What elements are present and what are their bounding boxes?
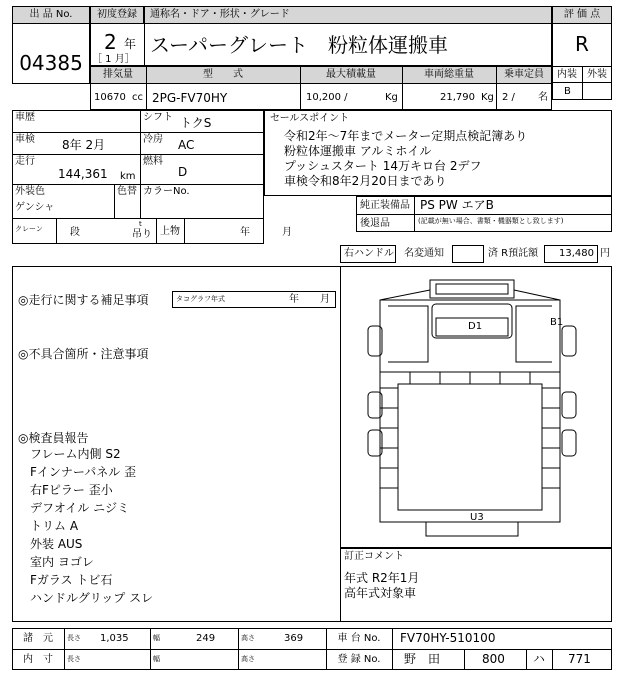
plate-label: 登 録 No. xyxy=(337,654,381,665)
correction-line: 年式 R2年1月 xyxy=(344,571,420,585)
capacity-label: 乗車定員 xyxy=(504,69,544,80)
reg-year: 2 xyxy=(104,30,117,54)
inspector-line: トリム A xyxy=(30,519,79,533)
score: R xyxy=(575,32,589,56)
fuel-label: 燃料 xyxy=(143,156,163,167)
plate-kana: ハ xyxy=(533,652,546,666)
footer-col-2 xyxy=(150,628,151,670)
correction-line: 高年式対象車 xyxy=(344,586,417,600)
exterior-label: 外装 xyxy=(587,69,607,80)
inspector-line: ハンドルグリップ スレ xyxy=(30,591,154,605)
color-no-label: 色替 xyxy=(117,186,137,197)
inspector-line: フレーム内側 S2 xyxy=(30,447,121,461)
sales-point-line: 粉粒体運搬車 アルミホイル xyxy=(284,144,432,158)
grade-row-divider xyxy=(552,82,612,83)
det-col-2 xyxy=(114,184,115,218)
inspector-line: 室内 ヨゴレ xyxy=(30,555,94,569)
name-label: 通称名・ドア・形状・グレード xyxy=(150,9,290,20)
defect-label: ◎不具合箇所・注意事項 xyxy=(18,347,149,361)
equipment-divider xyxy=(356,214,612,215)
chassis-label: 車 台 No. xyxy=(337,633,381,644)
max-load-unit: Kg xyxy=(385,92,398,103)
inspector-line: 右Fピラー 歪小 xyxy=(30,483,113,497)
gross-weight-unit: Kg xyxy=(481,92,494,103)
plate-col-1 xyxy=(464,649,465,670)
lot-no: 04385 xyxy=(19,51,83,75)
dims-label: 諸 元 xyxy=(23,633,53,644)
genuine-label: 純正装備品 xyxy=(360,200,410,211)
displacement-unit: cc xyxy=(132,92,143,103)
damage-mark: B1 xyxy=(550,317,564,328)
year-unit: 年 xyxy=(124,37,137,51)
ac-label: 冷房 xyxy=(143,134,163,145)
title-divider xyxy=(144,24,145,66)
sales-points-label: セールスポイント xyxy=(270,113,350,124)
capacity: 2 / xyxy=(502,92,515,103)
height-label: 高さ xyxy=(241,634,255,642)
inner-label: 内 寸 xyxy=(23,654,53,665)
inspector-line: 外装 AUS xyxy=(30,537,83,551)
ac: AC xyxy=(178,138,195,152)
color-label: 外装色 xyxy=(15,186,45,197)
aftermarket-label: 後退品 xyxy=(360,218,390,229)
width-label: 幅 xyxy=(153,655,160,663)
details-box xyxy=(12,110,264,244)
gross-weight-label: 車両総重量 xyxy=(424,69,474,80)
length: 1,035 xyxy=(100,633,129,644)
inspection: 8年 2月 xyxy=(62,138,106,152)
first-reg-label: 初度登録 xyxy=(97,9,137,20)
correction-label: 訂正コメント xyxy=(344,551,404,562)
displacement-label: 排気量 xyxy=(103,69,133,80)
score-label: 評 価 点 xyxy=(563,9,601,20)
footer-col-1 xyxy=(64,628,65,670)
inspector-line: Fインナーパネル 歪 xyxy=(30,465,137,479)
crane-mount-label: 上物 xyxy=(160,226,180,237)
height: 369 xyxy=(284,633,304,644)
model-title: スーパーグレート 粉粒体運搬車 xyxy=(150,33,448,57)
det-row-3 xyxy=(12,184,264,185)
history-label: 車歴 xyxy=(15,112,35,123)
gross-weight: 21,790 xyxy=(440,92,475,103)
width: 249 xyxy=(196,633,216,644)
crane-capacity-unit: 吊り xyxy=(132,229,152,240)
plate-col-2 xyxy=(526,649,527,670)
length-label: 長さ xyxy=(67,655,81,663)
shift: トクS xyxy=(180,116,212,130)
change-notice-box xyxy=(452,245,484,263)
crane-month: 月 xyxy=(282,227,292,238)
det-row-1 xyxy=(12,132,264,133)
interior-label: 内装 xyxy=(557,69,577,80)
sales-point-line: 車検令和8年2月20日まであり xyxy=(284,174,447,188)
max-load: 10,200 / xyxy=(306,92,348,103)
height-label: 高さ xyxy=(241,655,255,663)
mileage: 144,361 xyxy=(58,167,108,181)
crane-year: 年 xyxy=(240,227,250,238)
driving-label: ◎走行に関する補足事項 xyxy=(18,293,149,307)
capacity-unit: 名 xyxy=(538,92,548,103)
crane-label: クレーン xyxy=(15,225,43,233)
damage-mark: U3 xyxy=(470,512,484,523)
equipment-col xyxy=(414,196,415,232)
width-label: 幅 xyxy=(153,634,160,642)
det-row-4 xyxy=(12,218,264,219)
plate-col-3 xyxy=(552,649,553,670)
inspection-label: 車検 xyxy=(15,134,35,145)
det-row-2 xyxy=(12,154,264,155)
crane-div-3 xyxy=(184,218,185,244)
length-label: 長さ xyxy=(67,634,81,642)
recycle-unit: 円 xyxy=(600,248,610,259)
change-notice-label: 名変通知 xyxy=(404,248,444,259)
inspector-line: デフオイル ニジミ xyxy=(30,501,130,515)
plate-area: 野 田 xyxy=(404,652,441,666)
diagram-box xyxy=(340,266,612,548)
chassis: FV70HY-510100 xyxy=(400,631,496,645)
genuine: PS PW エアB xyxy=(420,198,494,212)
interior-grade: B xyxy=(564,86,571,97)
tacho-year: 年 xyxy=(289,294,299,305)
max-load-label: 最大積載量 xyxy=(326,69,376,80)
displacement: 10670 xyxy=(94,92,126,103)
mileage-unit: km xyxy=(120,171,136,182)
reg-month: ［ 1 月］ xyxy=(92,54,135,65)
footer-col-5 xyxy=(392,628,393,670)
tacho-label: タコグラフ年式 xyxy=(176,295,225,303)
lot-no-label: 出 品 No. xyxy=(29,9,73,20)
mileage-label: 走行 xyxy=(15,156,35,167)
recycle-label: 済 R預託額 xyxy=(488,248,539,259)
crane-div-1 xyxy=(56,218,57,244)
shift-label: シフト xyxy=(143,112,173,123)
color: ゲンシャ xyxy=(15,202,55,213)
aftermarket-note: (記載が無い場合、書類・機器類とし致します) xyxy=(418,217,564,225)
sales-point-line: プッシュスタート 14万キロ台 2デフ xyxy=(284,159,482,173)
model-code: 2PG-FV70HY xyxy=(152,91,228,105)
crane-div-2 xyxy=(156,218,157,244)
det-col xyxy=(140,110,141,218)
tacho-month: 月 xyxy=(320,294,330,305)
color-code-label: カラーNo. xyxy=(143,186,190,197)
plate-number: 771 xyxy=(568,652,591,666)
plate-class: 800 xyxy=(482,652,505,666)
model-label: 型 式 xyxy=(203,69,243,80)
sales-point-line: 令和2年～7年までメーター定期点検記簿あり xyxy=(284,129,528,143)
damage-mark: D1 xyxy=(468,321,483,332)
inspector-label: ◎検査員報告 xyxy=(18,431,89,445)
inspector-line: Fガラス トビ石 xyxy=(30,573,113,587)
right-handle-label: 右ハンドル xyxy=(344,248,394,259)
recycle-amount: 13,480 xyxy=(559,248,594,259)
crane-stage: 段 xyxy=(70,227,80,238)
footer-row xyxy=(12,649,612,650)
fuel: D xyxy=(178,165,188,179)
footer-col-3 xyxy=(238,628,239,670)
crane-capacity: t xyxy=(139,220,142,228)
